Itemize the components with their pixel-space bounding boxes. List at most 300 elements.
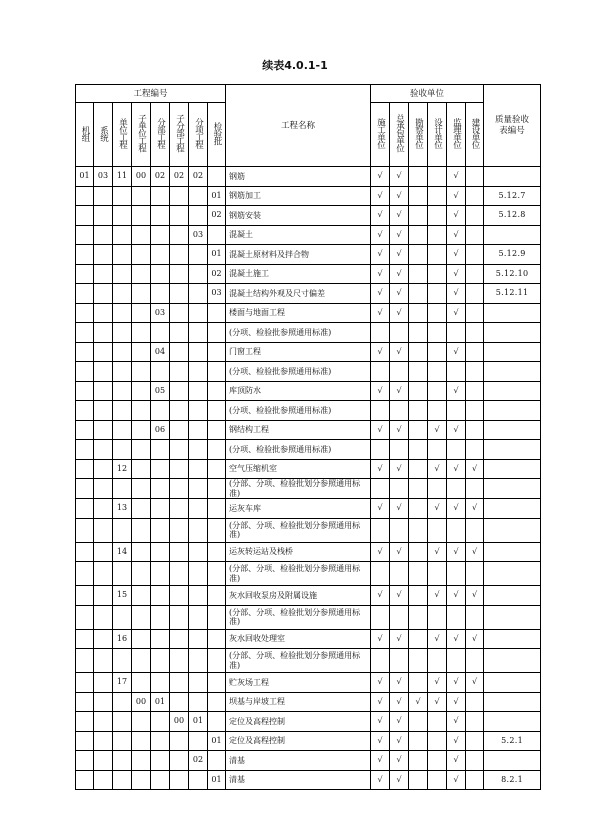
code-cell (170, 245, 189, 265)
check-cell (409, 731, 428, 751)
code-cell (76, 692, 94, 712)
code-cell (208, 459, 226, 479)
code-cell (208, 518, 226, 542)
table-row (76, 420, 541, 440)
check-cell (466, 731, 484, 751)
code-cell (76, 323, 94, 343)
code-cell (76, 264, 94, 284)
check-cell (409, 206, 428, 226)
code-cell (151, 770, 170, 790)
code-cell (132, 459, 151, 479)
code-cell (208, 673, 226, 693)
check-cell (466, 225, 484, 245)
code-cell (94, 362, 113, 382)
check-cell: √ (447, 542, 466, 562)
check-cell: √ (371, 225, 390, 245)
check-cell (428, 186, 447, 206)
check-cell (447, 605, 466, 629)
code-cell (170, 649, 189, 673)
table-row (76, 499, 541, 519)
code-cell (132, 186, 151, 206)
code-cell (132, 731, 151, 751)
check-cell (428, 712, 447, 732)
check-cell (428, 649, 447, 673)
project-name-cell: 钢筋安装 (226, 206, 371, 226)
unit-header-owner: 建设单位 (466, 103, 484, 167)
quality-code-cell (484, 323, 541, 343)
project-name-cell: 灰水回收泵房及附属设施 (226, 586, 371, 606)
check-cell (466, 381, 484, 401)
check-cell (390, 605, 409, 629)
code-cell (170, 420, 189, 440)
unit-header-supervision: 监理单位 (447, 103, 466, 167)
code-cell (189, 731, 208, 751)
check-cell (466, 751, 484, 771)
code-cell (170, 751, 189, 771)
check-cell: √ (390, 459, 409, 479)
code-cell (94, 605, 113, 629)
code-cell: 00 (132, 167, 151, 187)
check-cell (409, 264, 428, 284)
project-name-cell: (分部、分项、检验批划分参照通用标准) (226, 605, 371, 629)
check-cell: √ (390, 499, 409, 519)
check-cell (466, 186, 484, 206)
project-name-cell: 混凝土 (226, 225, 371, 245)
check-cell (409, 518, 428, 542)
code-cell (113, 284, 132, 304)
code-cell (151, 649, 170, 673)
quality-code-cell (484, 167, 541, 187)
code-cell (94, 673, 113, 693)
table-row (76, 440, 541, 460)
code-cell: 06 (151, 420, 170, 440)
code-cell (132, 284, 151, 304)
code-cell (76, 303, 94, 323)
code-cell (151, 479, 170, 499)
table-row (76, 303, 541, 323)
table-row (76, 264, 541, 284)
check-cell (428, 479, 447, 499)
code-cell (76, 479, 94, 499)
code-cell (189, 605, 208, 629)
check-cell (466, 518, 484, 542)
check-cell: √ (371, 167, 390, 187)
check-cell (428, 245, 447, 265)
quality-code-cell: 5.12.8 (484, 206, 541, 226)
quality-code-cell (484, 673, 541, 693)
check-cell: √ (390, 731, 409, 751)
quality-code-cell: 5.12.11 (484, 284, 541, 304)
check-cell: √ (390, 342, 409, 362)
check-cell (409, 186, 428, 206)
code-cell (94, 542, 113, 562)
check-cell (447, 479, 466, 499)
code-cell: 15 (113, 586, 132, 606)
check-cell (371, 479, 390, 499)
check-cell (428, 381, 447, 401)
quality-code-cell: 5.12.10 (484, 264, 541, 284)
check-cell: √ (428, 692, 447, 712)
code-cell: 02 (170, 167, 189, 187)
code-cell (208, 420, 226, 440)
check-cell (466, 167, 484, 187)
code-cell (113, 562, 132, 586)
project-name-cell: 钢筋加工 (226, 186, 371, 206)
code-cell (76, 518, 94, 542)
check-cell: √ (409, 692, 428, 712)
check-cell (447, 323, 466, 343)
code-cell (151, 245, 170, 265)
quality-code-cell: 5.12.9 (484, 245, 541, 265)
code-cell: 01 (76, 167, 94, 187)
code-cell (94, 303, 113, 323)
code-cell (94, 649, 113, 673)
check-cell: √ (371, 303, 390, 323)
code-cell (94, 401, 113, 421)
code-cell (189, 562, 208, 586)
code-cell (132, 518, 151, 542)
code-cell (208, 401, 226, 421)
code-cell (189, 499, 208, 519)
code-cell: 17 (113, 673, 132, 693)
code-cell (151, 186, 170, 206)
accept-units-header: 验收单位 (371, 85, 484, 103)
code-cell (189, 770, 208, 790)
code-cell (170, 518, 189, 542)
project-name-cell: 门窗工程 (226, 342, 371, 362)
code-cell: 02 (208, 206, 226, 226)
code-cell (76, 712, 94, 732)
code-cell (94, 692, 113, 712)
code-cell (189, 362, 208, 382)
code-cell (76, 586, 94, 606)
code-cell (76, 731, 94, 751)
check-cell: √ (371, 731, 390, 751)
code-cell (94, 381, 113, 401)
check-cell: √ (390, 167, 409, 187)
check-cell (466, 440, 484, 460)
code-cell (113, 605, 132, 629)
code-cell (94, 245, 113, 265)
check-cell (371, 323, 390, 343)
check-cell: √ (428, 673, 447, 693)
check-cell (428, 562, 447, 586)
check-cell: √ (390, 770, 409, 790)
project-name-cell: 混凝土结构外观及尺寸偏差 (226, 284, 371, 304)
check-cell (409, 342, 428, 362)
check-cell: √ (371, 264, 390, 284)
code-cell (208, 649, 226, 673)
code-cell (189, 245, 208, 265)
check-cell: √ (466, 499, 484, 519)
col-header-division-project: 分部工程 (151, 103, 170, 167)
quality-code-cell (484, 303, 541, 323)
check-cell (409, 751, 428, 771)
check-cell (371, 649, 390, 673)
table-row (76, 245, 541, 265)
code-cell (132, 649, 151, 673)
code-cell (208, 499, 226, 519)
table-row (76, 731, 541, 751)
code-cell (113, 712, 132, 732)
code-cell (94, 420, 113, 440)
check-cell (428, 440, 447, 460)
check-cell: √ (371, 712, 390, 732)
check-cell (466, 264, 484, 284)
check-cell (447, 362, 466, 382)
code-cell (151, 751, 170, 771)
code-cell (76, 362, 94, 382)
check-cell: √ (390, 629, 409, 649)
check-cell: √ (371, 629, 390, 649)
unit-header-construction: 施工单位 (371, 103, 390, 167)
code-cell (76, 206, 94, 226)
check-cell: √ (466, 459, 484, 479)
code-cell: 02 (189, 751, 208, 771)
table-row (76, 629, 541, 649)
project-name-cell: 运灰转运站及栈桥 (226, 542, 371, 562)
table-row (76, 401, 541, 421)
check-cell (409, 401, 428, 421)
code-cell: 00 (170, 712, 189, 732)
table-row (76, 770, 541, 790)
code-cell (94, 770, 113, 790)
code-cell (113, 770, 132, 790)
check-cell (371, 362, 390, 382)
quality-code-cell (484, 605, 541, 629)
check-cell: √ (466, 586, 484, 606)
code-cell (76, 673, 94, 693)
code-cell (132, 586, 151, 606)
code-cell (76, 420, 94, 440)
code-cell: 13 (113, 499, 132, 519)
code-cell (151, 731, 170, 751)
check-cell: √ (466, 629, 484, 649)
check-cell: √ (371, 342, 390, 362)
quality-code-cell (484, 542, 541, 562)
table-row (76, 342, 541, 362)
code-cell (170, 206, 189, 226)
col-header-item-project: 分项工程 (189, 103, 208, 167)
check-cell: √ (390, 542, 409, 562)
code-cell (170, 605, 189, 629)
code-cell (151, 562, 170, 586)
quality-code-cell: 5.12.7 (484, 186, 541, 206)
code-cell: 05 (151, 381, 170, 401)
check-cell (428, 518, 447, 542)
code-cell: 01 (189, 712, 208, 732)
check-cell: √ (390, 586, 409, 606)
project-name-cell: 楼面与地面工程 (226, 303, 371, 323)
project-name-cell: (分部、分项、检验批划分参照通用标准) (226, 562, 371, 586)
code-cell (151, 440, 170, 460)
check-cell (428, 225, 447, 245)
code-cell (76, 381, 94, 401)
check-cell (466, 562, 484, 586)
check-cell (447, 518, 466, 542)
code-cell (189, 542, 208, 562)
code-cell (132, 562, 151, 586)
table-row (76, 225, 541, 245)
code-cell (151, 629, 170, 649)
code-cell: 14 (113, 542, 132, 562)
code-cell: 16 (113, 629, 132, 649)
code-cell (94, 342, 113, 362)
code-cell (113, 381, 132, 401)
check-cell (466, 770, 484, 790)
check-cell (466, 692, 484, 712)
code-cell (189, 420, 208, 440)
check-cell (428, 605, 447, 629)
check-cell (390, 479, 409, 499)
check-cell: √ (447, 342, 466, 362)
code-cell (94, 731, 113, 751)
project-name-cell: 混凝土施工 (226, 264, 371, 284)
code-cell (189, 649, 208, 673)
check-cell (371, 518, 390, 542)
quality-code-cell: 5.2.1 (484, 731, 541, 751)
page-title: 续表4.0.1-1 (262, 59, 328, 72)
quality-code-cell (484, 562, 541, 586)
project-name-cell: 钢筋 (226, 167, 371, 187)
code-cell (170, 629, 189, 649)
check-cell: √ (371, 751, 390, 771)
check-cell (390, 649, 409, 673)
code-cell (132, 673, 151, 693)
code-cell (94, 499, 113, 519)
code-cell (189, 381, 208, 401)
code-cell (170, 673, 189, 693)
code-cell (132, 499, 151, 519)
project-name-header: 工程名称 (226, 85, 371, 167)
check-cell: √ (447, 673, 466, 693)
code-cell (189, 342, 208, 362)
check-cell (371, 401, 390, 421)
code-cell (113, 440, 132, 460)
code-cell (151, 362, 170, 382)
check-cell: √ (447, 167, 466, 187)
check-cell: √ (447, 284, 466, 304)
code-cell (189, 518, 208, 542)
code-cell (151, 206, 170, 226)
code-cell (76, 751, 94, 771)
quality-code-cell: 8.2.1 (484, 770, 541, 790)
check-cell: √ (371, 284, 390, 304)
code-cell: 01 (208, 731, 226, 751)
code-cell (208, 167, 226, 187)
code-cell: 02 (208, 264, 226, 284)
check-cell (466, 284, 484, 304)
quality-code-header: 质量验收表编号 (484, 85, 541, 167)
code-cell (94, 751, 113, 771)
check-cell (466, 479, 484, 499)
check-cell (390, 401, 409, 421)
code-cell (151, 323, 170, 343)
code-cell (94, 206, 113, 226)
check-cell (409, 381, 428, 401)
table-row (76, 323, 541, 343)
code-cell (208, 362, 226, 382)
check-cell: √ (390, 420, 409, 440)
table-row (76, 206, 541, 226)
col-header-unit-group: 机组 (76, 103, 94, 167)
quality-code-cell (484, 381, 541, 401)
table-row (76, 605, 541, 629)
check-cell (409, 629, 428, 649)
check-cell: √ (447, 264, 466, 284)
code-cell (189, 586, 208, 606)
check-cell (447, 562, 466, 586)
code-cell (76, 649, 94, 673)
check-cell (409, 303, 428, 323)
code-cell (113, 225, 132, 245)
code-cell (94, 225, 113, 245)
check-cell: √ (428, 420, 447, 440)
check-cell: √ (371, 770, 390, 790)
code-cell (208, 479, 226, 499)
quality-code-cell (484, 420, 541, 440)
check-cell: √ (390, 303, 409, 323)
check-cell (466, 323, 484, 343)
quality-code-cell (484, 459, 541, 479)
quality-code-cell (484, 499, 541, 519)
code-cell (208, 692, 226, 712)
code-cell: 03 (151, 303, 170, 323)
check-cell (371, 562, 390, 586)
code-cell (151, 401, 170, 421)
quality-code-cell (484, 586, 541, 606)
check-cell (466, 342, 484, 362)
code-cell (151, 518, 170, 542)
quality-code-cell (484, 518, 541, 542)
project-name-cell: (分项、检验批参照通用标准) (226, 401, 371, 421)
acceptance-table (75, 84, 541, 790)
table-row (76, 459, 541, 479)
project-name-cell: 清基 (226, 770, 371, 790)
project-name-cell: (分项、检验批参照通用标准) (226, 362, 371, 382)
code-cell (208, 303, 226, 323)
code-cell (189, 206, 208, 226)
check-cell (466, 605, 484, 629)
code-cell: 01 (151, 692, 170, 712)
check-cell: √ (447, 245, 466, 265)
code-cell (113, 420, 132, 440)
code-cell (94, 479, 113, 499)
code-cell (132, 605, 151, 629)
code-cell (113, 479, 132, 499)
check-cell: √ (447, 303, 466, 323)
unit-header-survey: 勘察单位 (409, 103, 428, 167)
code-cell (170, 479, 189, 499)
code-cell: 03 (208, 284, 226, 304)
check-cell: √ (447, 225, 466, 245)
code-cell (170, 562, 189, 586)
check-cell (409, 245, 428, 265)
code-cell (132, 225, 151, 245)
code-cell (208, 751, 226, 771)
code-cell (94, 186, 113, 206)
quality-code-cell (484, 649, 541, 673)
table-row (76, 186, 541, 206)
check-cell: √ (390, 284, 409, 304)
check-cell (466, 362, 484, 382)
code-cell (170, 401, 189, 421)
check-cell (466, 401, 484, 421)
project-name-cell: 贮灰场工程 (226, 673, 371, 693)
check-cell (428, 362, 447, 382)
code-cell (132, 362, 151, 382)
check-cell: √ (447, 731, 466, 751)
